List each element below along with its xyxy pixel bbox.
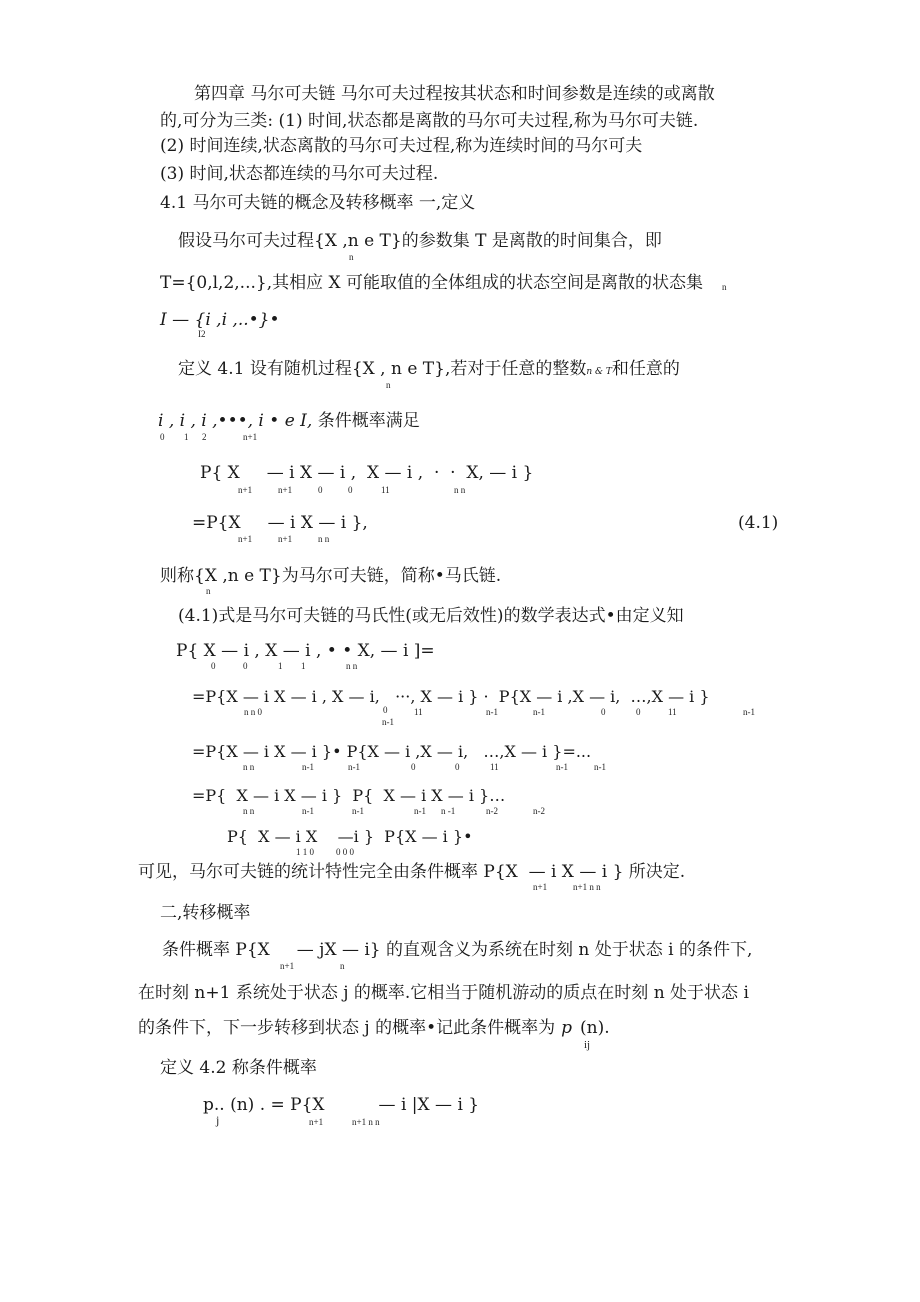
subscript: n <box>722 282 727 292</box>
transition-paragraph-line-1: 条件概率 P{X — jX — i} 的直观含义为系统在时刻 n 处于状态 i 的条件下, <box>162 940 753 960</box>
subscript: 1 <box>184 432 189 442</box>
subscript: 2 <box>202 432 207 442</box>
section-heading-transition-probability: 二,转移概率 <box>160 903 251 923</box>
subscript: n n <box>454 485 466 495</box>
subscript: n-1 <box>348 762 360 772</box>
subscript: 0 <box>243 661 248 671</box>
subscript: 0 <box>160 432 165 442</box>
expansion-line-4: P{ X — i X —i } P{X — i }• <box>227 827 473 846</box>
subscript: n-1 <box>486 707 498 717</box>
expansion-line-2: =P{X — i X — i }• P{X — i ,X — i, …,X — i }=... <box>192 742 592 761</box>
subscript: 0 <box>636 707 641 717</box>
subscript: 0 <box>211 661 216 671</box>
subscript: n n <box>346 661 358 671</box>
subscript: 1 <box>301 661 306 671</box>
subscript: n+1 <box>280 961 295 971</box>
subscript: n+1 <box>238 485 253 495</box>
subscript: 0 <box>383 705 388 715</box>
subscript: n n <box>243 762 255 772</box>
subscript: n+1 n n <box>573 882 601 892</box>
subscript: 1 1 0 <box>296 847 314 857</box>
subscript: n-1 <box>302 762 314 772</box>
subscript: n-1 <box>594 762 606 772</box>
assumption-line-2: T={0,l,2,...},其相应 X 可能取值的全体组成的状态空间是离散的状态集 <box>160 273 704 293</box>
subscript: 0 <box>348 485 353 495</box>
subscript: n+1 <box>238 534 253 544</box>
subscript: n-1 <box>743 707 755 717</box>
subscript: 11 <box>668 707 677 717</box>
subscript: n n <box>243 806 255 816</box>
subscript: 1 <box>278 661 283 671</box>
subscript: n-1 <box>302 806 314 816</box>
subscript: n+1 <box>533 882 548 892</box>
definition-4-1-line-1: 定义 4.1 设有随机过程{X , n e T},若对于任意的整数n & T和任意的 <box>178 359 680 379</box>
condition-equation: P{ X — i X — i , X — i , · · X, — i } <box>200 463 534 483</box>
subscript: n-1 <box>414 806 426 816</box>
subscript: n-2 <box>486 806 498 816</box>
state-set-line: I — {i ,i ,..•}• <box>160 310 280 330</box>
definition-4-2-formula: p.. (n) . = P{X — i |X — i } <box>203 1095 480 1115</box>
intro-line-1: 第四章 马尔可夫链 马尔可夫过程按其状态和时间参数是连续的或离散 <box>194 84 715 104</box>
subscript: j <box>216 1113 220 1127</box>
subscript: 0 <box>411 762 416 772</box>
section-heading-4-1: 4.1 马尔可夫链的概念及转移概率 一,定义 <box>160 193 476 213</box>
subscript: 0 <box>455 762 460 772</box>
subscript: n n <box>318 534 330 544</box>
subscript: n -1 <box>441 806 456 816</box>
subscript: ij <box>584 1039 591 1051</box>
subscript: n n 0 <box>244 707 262 717</box>
subscript: n-1 <box>556 762 568 772</box>
intro-line-4: (3) 时间,状态都连续的马尔可夫过程. <box>160 164 439 184</box>
subscript: n+1 n n <box>352 1117 380 1127</box>
subscript: 11 <box>490 762 499 772</box>
assumption-line-1: 假设马尔可夫过程{X ,n e T}的参数集 T 是离散的时间集合，即 <box>178 231 662 251</box>
subscript: I2 <box>198 329 206 339</box>
definition-4-2: 定义 4.2 称条件概率 <box>160 1058 317 1078</box>
markov-property-remark: (4.1)式是马尔可夫链的马氏性(或无后效性)的数学表达式•由定义知 <box>178 606 684 626</box>
subscript: n <box>386 380 391 390</box>
subscript: 0 <box>318 485 323 495</box>
subscript: n-1 <box>382 717 394 727</box>
expansion-line-3: =P{ X — i X — i } P{ X — i X — i }… <box>192 786 506 805</box>
subscript: 11 <box>414 707 423 717</box>
subscript: n <box>206 586 211 596</box>
statistical-property-line: 可见，马尔可夫链的统计特性完全由条件概率 P{X — i X — i } 所决定. <box>138 862 686 882</box>
subscript: 11 <box>381 485 390 495</box>
subscript: n-2 <box>533 806 545 816</box>
joint-probability-line: P{ X — i , X — i , • • X, — i ]= <box>176 641 435 661</box>
subscript: 0 0 0 <box>336 847 354 857</box>
subscript: n+1 <box>309 1117 324 1127</box>
subscript: n-1 <box>352 806 364 816</box>
markov-chain-conclusion: 则称{X ,n e T}为马尔可夫链，简称•马氏链. <box>160 566 502 586</box>
intro-line-2: 的,可分为三类: (1) 时间,状态都是离散的马尔可夫过程,称为马尔可夫链. <box>160 111 699 131</box>
subscript: n+1 <box>243 432 258 442</box>
transition-paragraph-line-3: 的条件下，下一步转移到状态 j 的概率•记此条件概率为 p (n). <box>138 1018 610 1038</box>
definition-4-1-line-2: i , i , i ,•••, i • e I, 条件概率满足 <box>158 411 420 431</box>
subscript: n <box>340 961 345 971</box>
intro-line-3: (2) 时间连续,状态离散的马尔可夫过程,称为连续时间的马尔可夫 <box>160 136 643 156</box>
equation-number: (4.1) <box>738 513 779 533</box>
subscript: 0 <box>601 707 606 717</box>
transition-paragraph-line-2: 在时刻 n+1 系统处于状态 j 的概率.它相当于随机游动的质点在时刻 n 处于状态 i <box>138 983 749 1003</box>
subscript: n-1 <box>533 707 545 717</box>
subscript: n <box>349 252 354 262</box>
subscript: n+1 <box>278 534 293 544</box>
subscript: n+1 <box>278 485 293 495</box>
equation-4-1: =P{X — i X — i }, <box>192 513 368 533</box>
expansion-line-1: =P{X — i X — i , X — i, ···, X — i } · P{X — i ,X — i, …,X — i } <box>192 687 710 706</box>
